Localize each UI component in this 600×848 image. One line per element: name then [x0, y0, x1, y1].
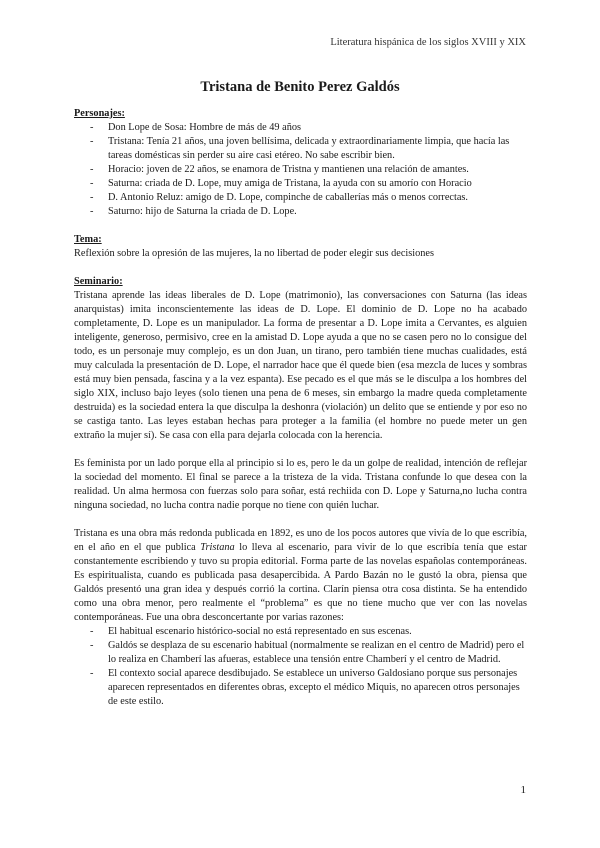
- list-item: [74, 667, 527, 709]
- page-number: 1: [520, 784, 526, 796]
- personajes-heading: Personajes:: [74, 108, 125, 119]
- list-item-text: El habitual escenario histórico-social no está representado en sus escenas.: [108, 626, 412, 637]
- dash-bullet: -: [90, 668, 94, 679]
- list-item-text: Horacio: joven de 22 años, se enamora de Tristna y mantienen una relación de amantes.: [108, 164, 469, 175]
- list-item-text: Don Lope de Sosa: Hombre de más de 49 años: [108, 122, 302, 133]
- seminario-paragraph-1: Tristana aprende las ideas liberales de D. Lope (matrimonio), las conversaciones con Saturna (las ideas anarquistas) imita inconscientemente las ideas de D. Lope. El dominio de D. Lope no ha acabado completamente, D. Lope es un manipulador. La forma de presentar a D. Lope imita a Cervantes, es alguien inteligente, generoso, permisivo, cree en la amistad D. Lope ayuda a que no se casen pero no lo consigue del todo, es un personaje muy complejo, es un don Juan, un tirano, pero también tiene muchas cualidades, está muy calculada la presentación de D. Lope, el narrador hace que él quede bien (esa mezcla de luces y sombras está muy bien pensada, fascina y a la vez espanta). Ese pecado es el que más se le disculpa a los hombres del siglo XIX, incluso bajo leyes (solo tienen una pena de 6 meses, sin embargo la madre queda completamente destruida) es la sociedad entera la que disculpa la deshonra (violación) un delito que se entiende y por eso no se castiga tanto. Las leyes estaban hechas para proteger a la familia (el hombre no puede meter un gen extraño la mujer sí). Se casa con ella para dejarla colocada con la herencia.: [74, 290, 527, 441]
- list-item: [74, 205, 527, 219]
- seminario-paragraph-3: [74, 527, 527, 625]
- list-item: [74, 639, 527, 667]
- list-item-text: Saturna: criada de D. Lope, muy amiga de Tristana, la ayuda con su amorío con Horacio: [108, 178, 472, 189]
- list-item-text: Galdós se desplaza de su escenario habitual (normalmente se realizan en el centro de Madrid) pero el lo realiza en Chamberí las afueras, establece una tensión entre Chamberí y el centro de Madrid.: [108, 640, 525, 665]
- paragraph-3-rest: lo lleva al escenario, para vivir de lo que escribía tenía que estar constantemente escribiendo y tuvo su propia editorial. Forma parte de las novelas españolas contemporáneas. Es espiritualista, cuando es publicada pasa desapercibida. A Pardo Bazán no le gustó la obra, piensa que Galdós presentó una gran idea y después corrió la cortina. Clarín piensa otra cosa distinta. Se ha entendido como una obra menor, pero realmente el “problema” es que no tiene mucho que ver con las novelas contemporáneas. Fue una obra desconcertante por varias razones:: [74, 542, 527, 623]
- dash-bullet: -: [90, 626, 94, 637]
- document-body: [74, 107, 527, 709]
- paragraph-3-start: Tristana es una obra más redonda publicada en 1892, es uno de los pocos autores que vivía de lo que escribía, en el año en el que publica: [74, 528, 527, 553]
- dash-bullet: -: [90, 206, 94, 217]
- book-title-italic: Tristana: [200, 542, 235, 553]
- document-title: Tristana de Benito Perez Galdós: [200, 79, 400, 95]
- dash-bullet: -: [90, 164, 94, 175]
- dash-bullet: -: [90, 178, 94, 189]
- list-item: [74, 135, 527, 163]
- list-item: [74, 163, 527, 177]
- dash-bullet: -: [90, 136, 94, 147]
- list-item: [74, 625, 527, 639]
- tema-heading: Tema:: [74, 234, 102, 245]
- tema-text: Reflexión sobre la opresión de las mujeres, la no libertad de poder elegir sus decisiones: [74, 248, 434, 259]
- list-item: [74, 177, 527, 191]
- dash-bullet: -: [90, 192, 94, 203]
- personajes-list: [74, 121, 527, 219]
- list-item: [74, 191, 527, 205]
- running-header: Literatura hispánica de los siglos XVIII y XIX: [330, 37, 526, 48]
- list-item: [74, 121, 527, 135]
- list-item-text: El contexto social aparece desdibujado. Se establece un universo Galdosiano porque sus personajes aparecen representados en diferentes obras, excepto el médico Miquis, no aparecen otros personajes de este estilo.: [108, 668, 520, 707]
- seminario-paragraph-2: Es feminista por un lado porque ella al principio si lo es, pero le da un golpe de realidad, intención de reflejar la sociedad del momento. El final se parece a la tristeza de la vida. Tristana confunde lo que desea con la realidad. Un alma hermosa con fuerzas solo para soñar, está rechiida con D. Lope y Saturna,no lucha contra ninguna sociedad, no lucha contra nadie porque no tiene con quién luchar.: [74, 458, 527, 511]
- reasons-list: [74, 625, 527, 709]
- list-item-text: D. Antonio Reluz: amigo de D. Lope, compinche de caballerías más o menos correctas.: [108, 192, 468, 203]
- dash-bullet: -: [90, 640, 94, 651]
- seminario-heading: Seminario:: [74, 276, 123, 287]
- dash-bullet: -: [90, 122, 94, 133]
- list-item-text: Saturno: hijo de Saturna la criada de D. Lope.: [108, 206, 297, 217]
- list-item-text: Tristana: Tenía 21 años, una joven bellísima, delicada y extraordinariamente limpia, que hacía las tareas domésticas sin perder su aire casi etéreo. No sabe escribir bien.: [108, 136, 510, 161]
